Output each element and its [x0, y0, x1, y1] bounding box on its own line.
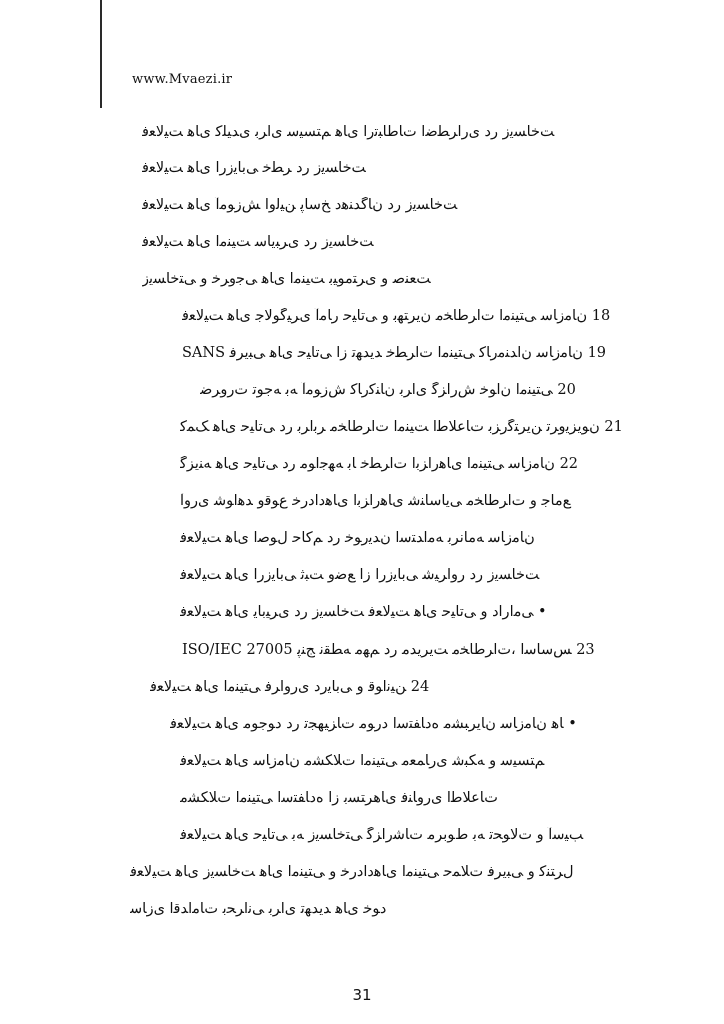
toc-line: ﺐﯿﺳﺁ ﻭ ﺕﻻﻮﺤﺗ ﻪﺑ ﻁﻮﺑﺮﻣ ﺕﺎﺷﺭﺍﺰﮔ ﯽﺘﺧﺎﺴﯾﺯ ﻪﺑ ﯽﺗﺎﯿﺣ ﯼﺎﻫ ﺖﯿﻟﺎﻌﻓ: [180, 827, 584, 843]
toc-line: 22 ﻥﺎﻣﺯﺎﺳ ﯽﺘﯿﻨﻣﺍ ﯼﺎﻫﺭﺍﺰﺑﺍ ﺕﺍﺮﻄﺧ ﺎﺑ ﻪﻬﺟﺍﻮﻣ ﺭﺩ ﯽﺗﺎﯿﺣ ﯼﺎﻫ ﻪﻨﯾﺰﮔ: [180, 456, 579, 472]
toc-line: ﺖﺧﺎﺴﯾﺯ ﺭﺩ ﯼﺭﺍﺮﻄﺿﺍ ﺕﺎﻃﺎﺒﺗﺭﺍ ﯼﺎﻫ ﻢﺘﺴﯿﺳ ﯼﺍﺮﺑ ﯼﺪﯿﻠﮐ ﯼﺎﻫ ﺖﯿﻟﺎﻌﻓ: [142, 124, 555, 140]
page-number: 31: [352, 986, 372, 1004]
toc-line: ﺖﺧﺎﺴﯾﺯ ﺭﺩ ﯼﺮﺒﯾﺎﺳ ﺖﯿﻨﻣﺍ ﯼﺎﻫ ﺖﯿﻟﺎﻌﻓ: [142, 234, 374, 250]
toc-line: ﺖﻌﻨﺻ ﻭ ﯼﺮﺘﻣﻮﯿﺑ ﺖﯿﻨﻣﺍ ﯼﺎﻫ ﯽﺟﻭﺮﺧ ﻭ ﯽﺘﺧﺎﺴﯾﺯ: [142, 271, 431, 287]
header-vertical-rule: [100, 0, 102, 108]
toc-line: 24 ﻦﯿﻧﺍﻮﻗ ﻭ ﯽﺑﺎﯾﺭﺩ ﯼﺭﻭﺍﺮﻓ ﯽﺘﯿﻨﻣﺍ ﯼﺎﻫ ﺖﯿﻟﺎﻌﻓ: [150, 679, 430, 695]
toc-line: 21 ﻥﻮﯾﺰﯾﻭﺮﺗ ﻦﯾﺮﺘﮔﺭﺰﺑ ﺕﺎﻋﻼﻃﺍ ﺖﯿﻨﻣﺍ ﺕﺍﺮﻃﺎﺨﻣ ﺮﺑﺍﺮﺑ ﺭﺩ ﯽﺗﺎﯿﺣ ﯼﺎﻫ ﮏﻤﮐ: [180, 419, 623, 435]
toc-line: ﻝﺮﺘﻨﮐ ﻭ ﯽﺒﯾﺮﻓ ﺕﻼﻤﺣ ﯽﺘﯿﻨﻣﺍ ﯼﺎﻫﺩﺍﺩﺭﺧ ﻭ ﯽﺘﯿﻨﻣﺍ ﯼﺎﻫ ﺖﺧﺎﺴﯾﺯ ﯼﺎﻫ ﺖﯿﻟﺎﻌﻓ: [130, 864, 574, 880]
toc-line: ﺩﻮﺧ ﯼﺎﻫ ﺪﯾﺪﻬﺗ ﯼﺍﺮﺑ ﯽﻧﺍﺮﺤﺑ ﺕﺎﻣﺍﺪﻗﺍ ﯼﺯﺎﺳ: [130, 901, 387, 917]
toc-line: ﻥﺎﻣﺯﺎﺳ ﻪﻣﺎﻧﺮﺑ ﻪﻣﺍﺪﺘﺳﺍ ﻥﺪﯾﺭﻮﺧ ﺭﺩ ﻢﮐﺎﺣ ﻝﻮﺻﺍ ﯼﺎﻫ ﺖﯿﻟﺎﻌﻓ: [180, 530, 535, 546]
toc-line: • ﺎﻫ ﻥﺎﻣﺯﺎﺳ ﻥﺎﯾﺮﺒﺸﻣ ﻩﺩﺎﻔﺘﺳﺍ ﺩﺭﻮﻣ ﺕﺎﺰﯿﻬﺠﺗ ﺭﺩ ﺩﻮﺟﻮﻣ ﯼﺎﻫ ﺖﯿﻟﺎﻌﻓ: [170, 716, 577, 732]
toc-line: 19 ﻥﺎﻣﺯﺎﺳ ﻥﺍﺪﻨﻣﺭﺎﮐ ﯽﺘﯿﻨﻣﺍ ﺕﺍﺮﻄﺧ ﺪﯾﺪﻬﺗ ﺯﺍ ﯽﺗﺎﯿﺣ ﯼﺎﻫ ﯽﺒﯾﺮﻓ SANS: [182, 345, 607, 361]
toc-line: ﺖﺧﺎﺴﯾﺯ ﺭﺩ ﺭﻭﺍﺮﯿﺷ ﯽﺑﺎﯾﺯﺭﺍ ﺯﺍ ﻊﺿﻭ ﺖﺒﺛ ﯽﺑﺎﯾﺯﺭﺍ ﯼﺎﻫ ﺖﯿﻟﺎﻌﻓ: [180, 567, 540, 583]
toc-line: 20 ﯽﺘﯿﻨﻣﺍ ﻥﺍﻮﺧ ﺵﺭﺍﺰﮔ ﯼﺍﺮﺑ ﻥﺎﻨﮐﺭﺎﮐ ﺵﺯﻮﻣﺁ ﻪﺑ ﻪﺟﻮﺗ ﺕﺭﻭﺮﺿ: [200, 382, 576, 398]
toc-line: ﻊﻣﺎﺟ ﻭ ﺕﺍﺮﻃﺎﺨﻣ ﯽﯾﺎﺳﺎﻨﺷ ﯼﺎﻫﺭﺍﺰﺑﺍ ﯼﺎﻫﺩﺍﺩﺭﺧ ﻉﻮﻗﻭ ﺪﻫﺍﻮﺷ ﯼﺭﻭﺁ: [180, 493, 571, 509]
toc-line: ﺖﺧﺎﺴﯾﺯ ﺭﺩ ﺮﻄﺧ ﯽﺑﺎﯾﺯﺭﺍ ﯼﺎﻫ ﺖﯿﻟﺎﻌﻓ: [142, 160, 366, 176]
toc-line: 23 ﺲﺳﺎﺳﺍ ،ﺕﺍﺮﻃﺎﺨﻣ ﺖﯾﺮﯾﺪﻣ ﺭﺩ ﻢﻬﻣ ﻪﻄﻘﻧ ﺞﻨﭘ ISO/IEC 27005: [182, 642, 595, 658]
toc-line: • ﯽﻣﺍﺭﺍﺩ ﻭ ﯽﺗﺎﯿﺣ ﯼﺎﻫ ﺖﯿﻟﺎﻌﻓ ﺖﺧﺎﺴﯾﺯ ﺭﺩ ﯼﺮﯿﺑﺎﯾ ﯼﺎﻫ ﺖﯿﻟﺎﻌﻓ: [180, 604, 547, 620]
toc-line: ﺕﺎﻋﻼﻃﺍ ﯼﺭﻭﺎﻨﻓ ﯼﺎﻫﺮﺘﺴﺑ ﺯﺍ ﻩﺩﺎﻔﺘﺳﺍ ﯽﺘﯿﻨﻣﺍ ﺕﻼﮑﺸﻣ: [180, 790, 498, 806]
toc-line: ﻢﺘﺴﯿﺳ ﻭ ﻪﮑﺒﺷ ﯼﺭﺎﻤﻌﻣ ﯽﺘﯿﻨﻣﺍ ﺕﻼﮑﺸﻣ ﻥﺎﻣﺯﺎﺳ ﯼﺎﻫ ﺖﯿﻟﺎﻌﻓ: [180, 753, 545, 769]
toc-line: 18 ﻥﺎﻣﺯﺎﺳ ﯽﺘﯿﻨﻣﺍ ﺕﺍﺮﻃﺎﺨﻣ ﻥﯾﺮﺘﻬﺑ ﻭ ﯽﺗﺎﯿﺣ ﺭﺎﻣﺁ ﯼﺮﯿﮔﻮﻟﺎﺟ ﯼﺎﻫ ﺖﯿﻟﺎﻌﻓ: [182, 308, 611, 324]
table-of-contents: [130, 124, 660, 924]
site-url: www.Mvaezi.ir: [132, 72, 233, 87]
toc-line: ﺖﺧﺎﺴﯾﺯ ﺭﺩ ﻥﺎﮔﺪﻨﻫﺩ ﺦﺳﺎﭘ ﻦﯿﻟﻭﺍ ﺶﺯﻮﻣﺁ ﯼﺎﻫ ﺖﯿﻟﺎﻌﻓ: [142, 197, 458, 213]
